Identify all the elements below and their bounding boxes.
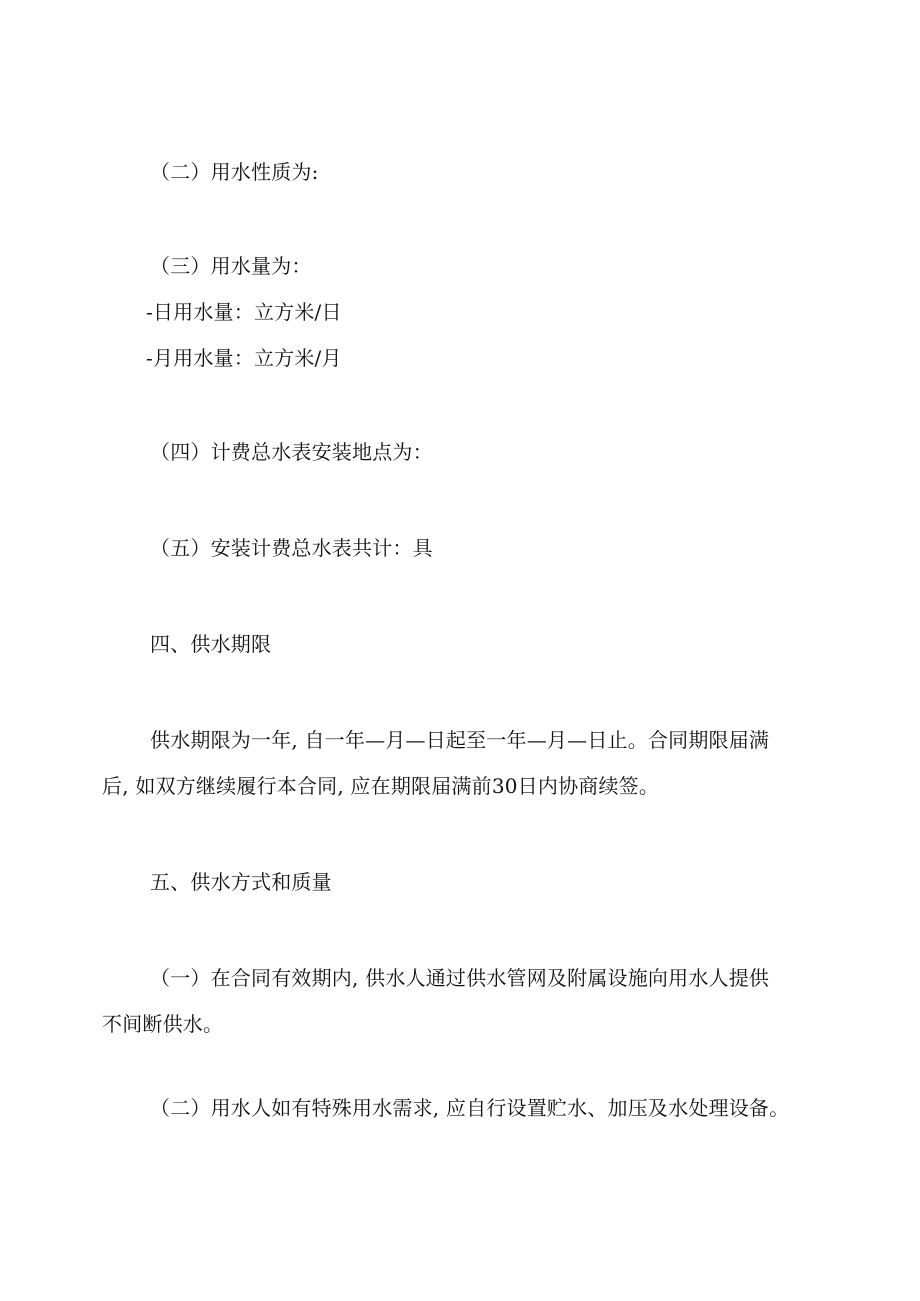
section-five-heading: 五、供水方式和质量 xyxy=(150,870,332,894)
meter-count-line: （五）安装计费总水表共计：具 xyxy=(150,536,433,560)
supply-method-paragraph-line-2: 不间断供水。 xyxy=(102,1012,224,1036)
supply-period-paragraph-line-2: 后, 如双方继续履行本合同, 应在期限届满前30日内协商续签。 xyxy=(102,774,660,798)
water-volume-heading: （三）用水量为： xyxy=(150,254,312,278)
section-four-heading: 四、供水期限 xyxy=(150,632,272,656)
supply-method-paragraph-line-1: （一）在合同有效期内, 供水人通过供水管网及附属设施向用水人提供 xyxy=(150,966,770,990)
supply-period-paragraph-line-1: 供水期限为一年, 自一年—月—日起至一年—月—日止。合同期限届满 xyxy=(150,728,770,752)
meter-location-line: （四）计费总水表安装地点为： xyxy=(150,440,433,464)
monthly-volume-line: -月用水量：立方米/月 xyxy=(146,346,342,370)
water-nature-line: （二）用水性质为: xyxy=(150,160,319,184)
special-needs-paragraph: （二）用水人如有特殊用水需求, 应自行设置贮水、加压及水处理设备。 xyxy=(150,1096,790,1120)
daily-volume-line: -日用水量：立方米/日 xyxy=(146,300,342,324)
